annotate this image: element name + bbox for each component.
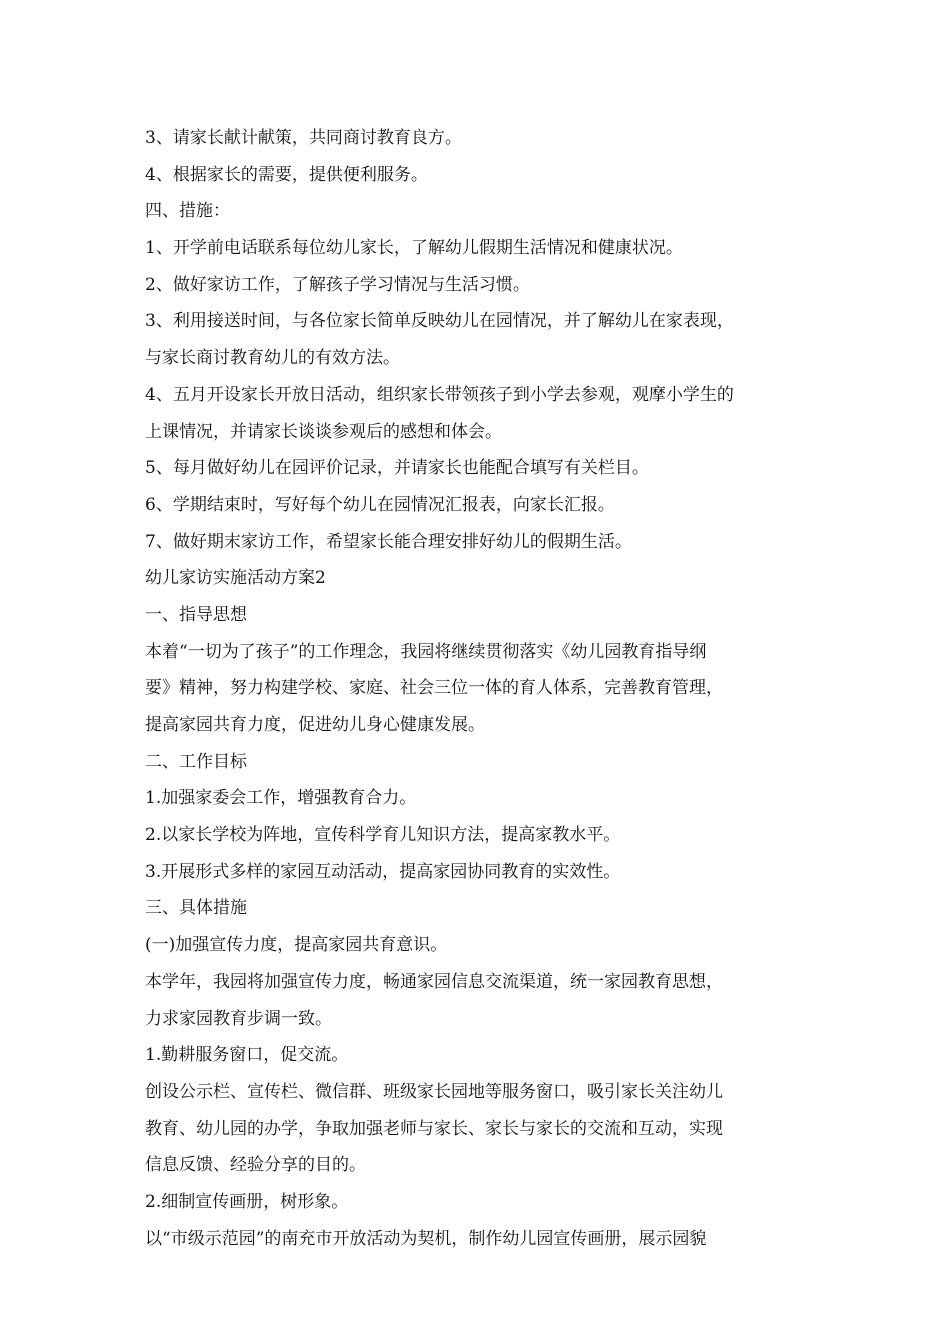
text-line: 1、开学前电话联系每位幼儿家长，了解幼儿假期生活情况和健康状况。	[145, 238, 683, 259]
text-line: 4、五月开设家长开放日活动，组织家长带领孩子到小学去参观，观摩小学生的	[145, 384, 734, 405]
text-line: 力求家园教育步调一致。	[145, 1008, 332, 1029]
text-line: 教育、幼儿园的办学，争取加强老师与家长、家长与家长的交流和互动，实现	[145, 1118, 723, 1139]
document-title: 幼儿家访实施活动方案2	[145, 568, 326, 589]
subsection-heading: 1.勤耕服务窗口，促交流。	[145, 1045, 349, 1066]
text-line: 6、学期结束时，写好每个幼儿在园情况汇报表，向家长汇报。	[145, 494, 615, 515]
text-line: 要》精神，努力构建学校、家庭、社会三位一体的育人体系，完善教育管理，	[145, 678, 723, 699]
text-line: 本着“一切为了孩子”的工作理念，我园将继续贯彻落实《幼儿园教育指导纲	[145, 641, 707, 662]
subsection-heading: (一)加强宣传力度，提高家园共育意识。	[145, 935, 448, 956]
section-heading: 三、具体措施	[145, 898, 247, 919]
text-line: 信息反馈、经验分享的目的。	[145, 1155, 366, 1176]
text-line: 本学年，我园将加强宣传力度，畅通家园信息交流渠道，统一家园教育思想，	[145, 971, 723, 992]
text-line: 1.加强家委会工作，增强教育合力。	[145, 788, 417, 809]
section-heading: 四、措施：	[145, 201, 230, 222]
text-line: 2.以家长学校为阵地，宣传科学育儿知识方法，提高家教水平。	[145, 825, 621, 846]
document-body	[145, 120, 810, 1257]
text-line: 上课情况，并请家长谈谈参观后的感想和体会。	[145, 421, 502, 442]
text-line: 5、每月做好幼儿在园评价记录，并请家长也能配合填写有关栏目。	[145, 458, 649, 479]
text-line: 创设公示栏、宣传栏、微信群、班级家长园地等服务窗口，吸引家长关注幼儿	[145, 1081, 723, 1102]
text-line: 3、利用接送时间，与各位家长简单反映幼儿在园情况，并了解幼儿在家表现，	[145, 311, 734, 332]
text-line: 提高家园共育力度，促进幼儿身心健康发展。	[145, 715, 485, 735]
text-line: 7、做好期末家访工作，希望家长能合理安排好幼儿的假期生活。	[145, 531, 632, 552]
text-line: 3、请家长献计献策，共同商讨教育良方。	[145, 128, 462, 148]
text-line: 4、根据家长的需要，提供便利服务。	[145, 164, 428, 185]
section-heading: 一、指导思想	[145, 604, 247, 625]
text-line: 以“市级示范园”的南充市开放活动为契机，制作幼儿园宣传画册，展示园貌	[145, 1228, 707, 1249]
subsection-heading: 2.细制宣传画册，树形象。	[145, 1191, 349, 1212]
text-line: 与家长商讨教育幼儿的有效方法。	[145, 348, 400, 369]
section-heading: 二、工作目标	[145, 751, 247, 772]
text-line: 3.开展形式多样的家园互动活动，提高家园协同教育的实效性。	[145, 861, 621, 882]
text-line: 2、做好家访工作，了解孩子学习情况与生活习惯。	[145, 274, 530, 295]
